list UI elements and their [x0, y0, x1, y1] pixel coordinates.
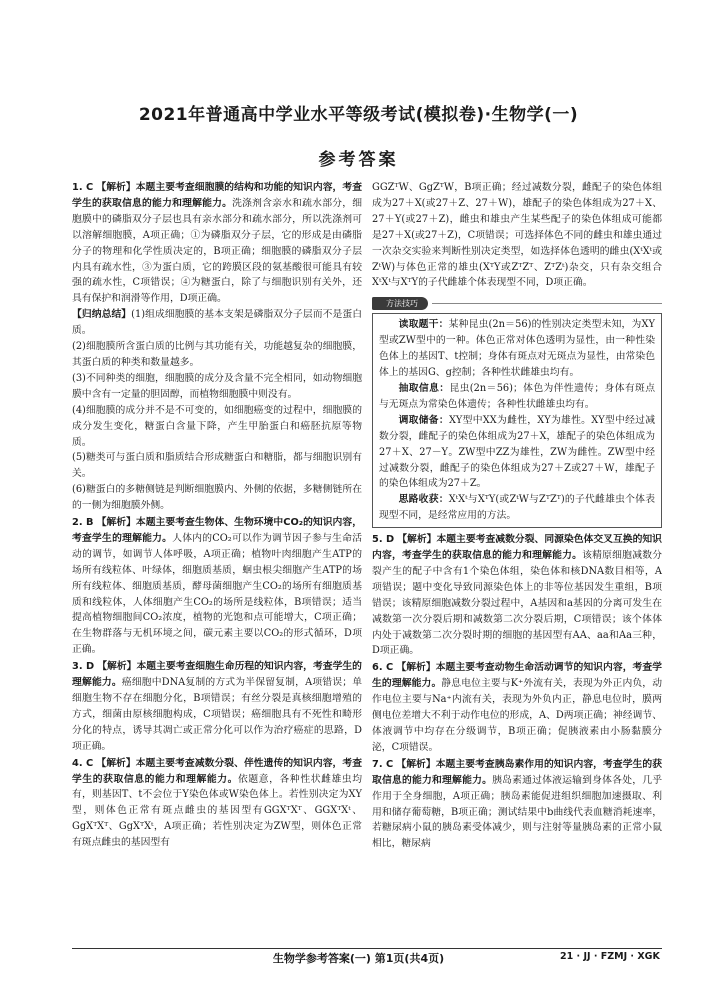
analysis-text-1: 洗涤剂含亲水和疏水部分，细胞膜中的磷脂双分子层也具有亲水部分和疏水部分，所以洗涤剂可以溶解细胞膜，A项正确；①为磷脂双分子层，它的形成是由磷脂分子的物理和化学性质决定的，B项正确；细胞膜的磷脂双分子层内具有疏水性，③为蛋白质，它的跨膜区段的氨基酸很可能具有较强的疏水性，C项错误；④为糖蛋白，除了与细胞识别有关外，还具有保护和润滑等作用，D项正确。 [72, 197, 363, 305]
analysis-text-4: 依题意，各种性状雌雄虫均有，则基因T、t不会位于Y染色体或W染色体上。若性别决定为XY型，则体色正常有斑点雌虫的基因型有GGXᵀXᵀ、GGXᵀXᵗ、GgXᵀXᵀ、GgXᵀXᵗ，A项正确；若性别决定为ZW型，则体色正常有斑点雌虫的基因型有 [72, 773, 363, 849]
question-4 [72, 756, 362, 851]
question-3 [72, 659, 362, 754]
analysis-head-7: 【解析】本题主要考查胰岛素作用的知识内容，考查学生的获取信息的能力和理解能力。 [372, 758, 663, 786]
page-footer: 生物学参考答案(一) 第1页(共4页) [272, 952, 445, 965]
method-tip-rule [432, 303, 662, 304]
footer-divider [72, 948, 662, 949]
analysis-head-1: 【解析】本题主要考查细胞膜的结构和功能的知识内容，考查学生的获取信息的能力和理解能力。 [72, 182, 363, 209]
analysis-text-7: 胰岛素通过体液运输到身体各处，几乎作用于全身细胞，A项正确；胰岛素能促进组织细胞加速摄取、利用和储存葡萄糖，B项正确；测试结果中b曲线代表血糖消耗速率，若糖尿病小鼠的胰岛素受体减少，则与注射等量胰岛素的正常小鼠相比，糖尿病 [372, 774, 663, 850]
analysis-head-2: 【解析】本题主要考查生物体、生物环境中CO₂的知识内容，考查学生的理解能力。 [72, 517, 363, 544]
right-column [372, 180, 662, 852]
question-4-continued: GGZᵀW、GgZᵀW，B项正确；经过减数分裂，雌配子的染色体组成为27＋X(或27＋Z、27＋W)，雄配子的染色体组成为27＋X、27＋Y(或27＋Z)，雌虫和雄虫产生某些配子的染色体组成可能都是27＋X(或27＋Z)，C项错误；可选择体色不同的雌虫和雄虫通过一次杂交实验来判断性别决定类型，如选择体色透明的雌虫(XᵗXᵗ或ZᵗW)与体色正常的雄虫(XᵀY或ZᵀZᵀ、ZᵀZᵗ)杂交，只有杂交组合XᵗXᵗ与XᵀY的子代雌雄个体表现型不同，D项正确。 [372, 182, 662, 289]
answer-1: 1. C [72, 182, 94, 193]
answer-7: 7. C [372, 758, 394, 770]
footer-code: 21 · JJ · FZMJ · XGK [560, 951, 660, 962]
answer-4: 4. C [72, 757, 94, 769]
tip-recall: 调取储备：XY型中XX为雌性，XY为雄性。XY型中经过减数分裂，雌配子的染色体组成为27＋X，雄配子的染色体组成为27＋X、27－Y。ZW型中ZZ为雄性，ZW为雌性。ZW型中经过减数分裂，雌配子的染色体组成为27＋Z或27＋W，雄配子的染色体组成为27＋Z。 [379, 414, 656, 490]
question-2 [72, 515, 362, 658]
method-tip-label: 方法技巧 [372, 297, 428, 310]
summary-p5: (5)糖类可与蛋白质和脂质结合形成糖蛋白和糖脂，都与细胞识别有关。 [72, 452, 362, 480]
tip-think: 思路收获：XᵗXᵗ与XᵀY(或ZᵗW与ZᵀZᵀ)的子代雌雄虫个体表现型不同，是经常应用的方法。 [379, 494, 655, 522]
left-column [72, 180, 362, 851]
tip-extract: 抽取信息：昆虫(2n＝56)；体色为伴性遗传；身体有斑点与无斑点为常染色体遗传；各种性状雌雄虫均有。 [379, 382, 656, 410]
summary-p4: (4)细胞膜的成分并不是不可变的，如细胞癌变的过程中，细胞膜的成分发生变化，糖蛋白含量下降，产生甲胎蛋白和癌胚抗原等物质。 [72, 404, 362, 448]
tip-read: 读取题干：某种昆虫(2n＝56)的性别决定类型未知，为XY型或ZW型中的一种。体色正常对体色透明为显性，由一种性染色体上的基因T、t控制；身体有斑点对无斑点为显性，由常染色体上的基因G、g控制；各种性状雌雄虫均有。 [379, 319, 655, 379]
summary-p1: 【归纳总结】(1)组成细胞膜的基本支架是磷脂双分子层而不是蛋白质。 [72, 309, 362, 337]
analysis-head-6: 【解析】本题主要考查动物生命活动调节的知识内容，考查学生的理解能力。 [372, 662, 663, 690]
summary-p3: (3)不同种类的细胞，细胞膜的成分及含量不完全相同，如动物细胞膜中含有一定量的胆固醇，而植物细胞膜中则没有。 [72, 372, 362, 400]
analysis-text-2: 人体内的CO₂可以作为调节因子参与生命活动的调节，如调节人体呼吸，A项正确；植物叶肉细胞产生ATP的场所有线粒体、叶绿体，细胞质基质，蛔虫根尖细胞产生ATP的场所有线粒体、细胞质基质，酵母菌细胞产生CO₂的场所有细胞质基质和线粒体，人体细胞产生CO₂的场所是线粒体，B项错误；适当提高植物细胞间CO₂浓度，植物的光饱和点可能增大，C项正确；在生物群落与无机环境之间，碳元素主要以CO₂的形式循环，D项正确。 [72, 532, 362, 656]
answer-5: 5. D [372, 534, 395, 546]
analysis-text-3: 癌细胞中DNA复制的方式为半保留复制，A项错误；单细胞生物不存在细胞分化，B项错误；有丝分裂是真核细胞增殖的方式，细菌由原核细胞构成，C项错误；癌细胞具有不死性和畸形分化的特点，诱导其凋亡或正常分化可以作为治疗癌症的思路，D项正确。 [72, 677, 363, 752]
answer-6: 6. C [372, 662, 394, 674]
answer-2: 2. B [72, 517, 94, 529]
question-5 [372, 532, 662, 659]
method-tip-banner [372, 296, 662, 310]
page-title: 2021年普通高中学业水平等级考试(模拟卷)·生物学(一) [138, 105, 579, 125]
analysis-text-5: 该精原细胞减数分裂产生的配子中含有1个染色体组，染色体和核DNA数目相等，A项错误；题中变化导致同源染色体上的非等位基因发生重组，B项错误；该精原细胞减数分裂过程中，A基因和a基因的分离可发生在减数第一次分裂后期和减数第二次分裂后期，C项错误；该个体体内处于减数第二次分裂时期的细胞的基因型有AA、aa和Aa三种，D项正确。 [372, 550, 663, 657]
question-7 [372, 757, 662, 852]
summary-p2: (2)细胞膜所含蛋白质的比例与其功能有关，功能越复杂的细胞膜，其蛋白质的种类和数量越多。 [72, 341, 362, 368]
page-subtitle: 参考答案 [318, 150, 399, 170]
analysis-head-4: 【解析】本题主要考查减数分裂、伴性遗传的知识内容，考查学生的获取信息的能力和理解能力。 [72, 757, 363, 785]
analysis-head-3: 【解析】本题主要考查细胞生命历程的知识内容，考查学生的理解能力。 [72, 661, 362, 689]
method-tip-box [372, 313, 662, 528]
analysis-text-6: 静息电位主要与K⁺外流有关，表现为外正内负，动作电位主要与Na⁺内流有关，表现为外负内正，静息电位时，膜两侧电位差增大不利于动作电位的形成，A、D两项正确；神经调节、体液调节中均存在分级调节，B项正确；促胰液素由小肠黏膜分泌，C项错误。 [372, 678, 662, 753]
question-6 [372, 660, 662, 755]
summary-p6: (6)糖蛋白的多糖侧链是判断细胞膜内、外侧的依据，多糖侧链所在的一侧为细胞膜外侧。 [72, 484, 362, 512]
analysis-head-5: 【解析】本题主要考查减数分裂、同源染色体交叉互换的知识内容，考查学生的获取信息的能力和理解能力。 [372, 534, 662, 562]
question-1 [72, 180, 362, 307]
answer-3: 3. D [72, 661, 95, 673]
summary-head: 【归纳总结】 [72, 309, 132, 321]
